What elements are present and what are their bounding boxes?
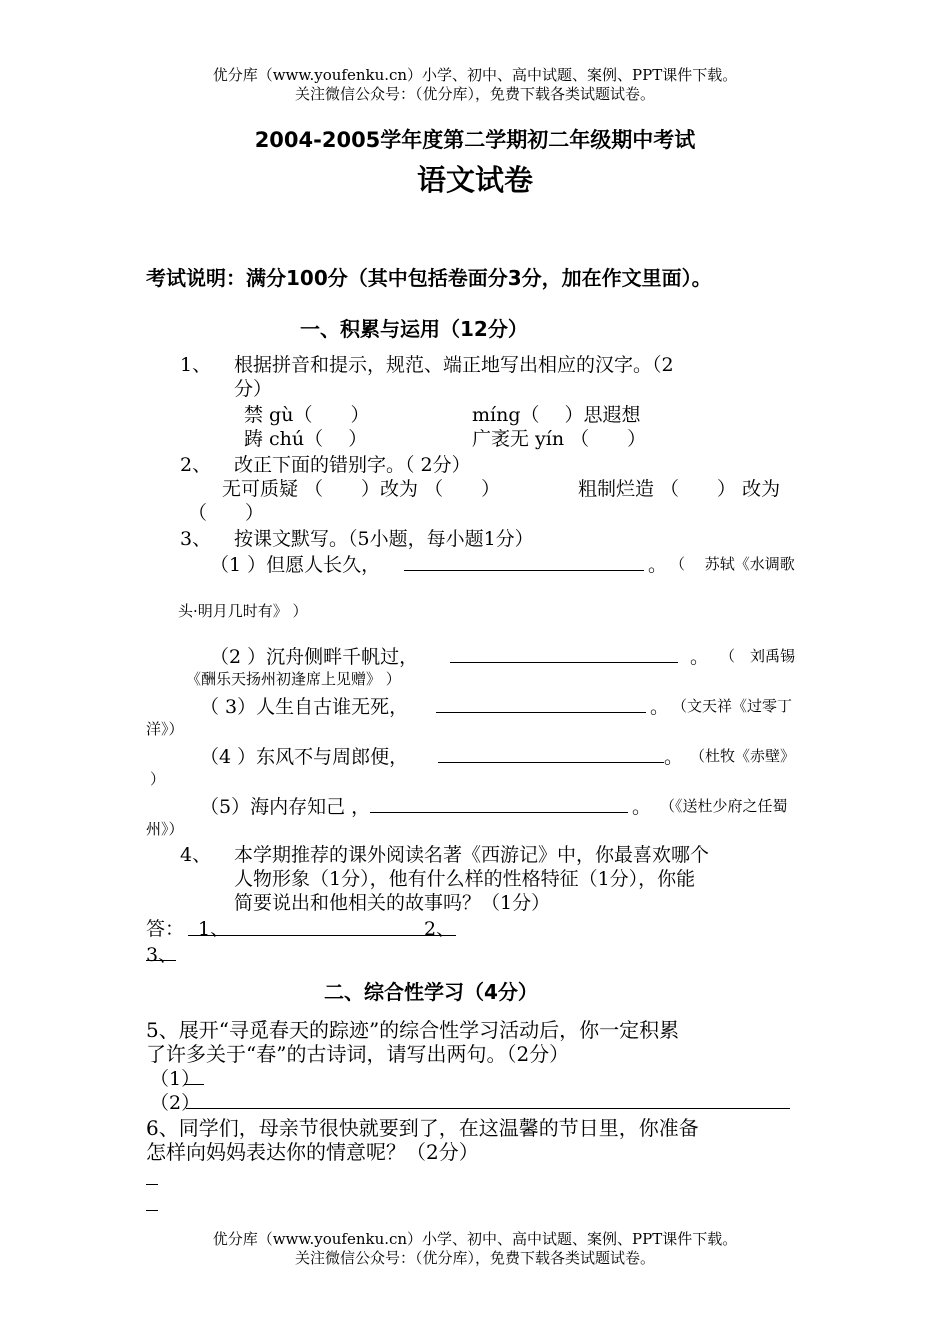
q3-p3-source: （文天祥《过零丁 (672, 697, 793, 715)
q1-item-3: 踌 chú（ ） (244, 428, 368, 450)
q5-answer-1-line[interactable] (184, 1084, 204, 1085)
q6-answer-line-2[interactable] (146, 1210, 158, 1211)
q3-p1-end: 。 (648, 554, 668, 576)
q4-answer-2: 2、 (424, 918, 456, 940)
q4-line1: 本学期推荐的课外阅读名著《西游记》中，你最喜欢哪个 (234, 844, 710, 866)
q3-p2-blank[interactable] (450, 662, 678, 663)
q3-p3: （ 3）人生自古谁无死， (200, 696, 409, 718)
subject-title: 语文试卷 (416, 163, 533, 197)
page-footer-line2: 关注微信公众号：（优分库），免费下载各类试题试卷。 (294, 1249, 655, 1267)
q4-answer-3: 3、 (146, 944, 178, 966)
q3-p2-source-cont: 《酬乐天扬州初逢席上见赠》 ） (186, 670, 401, 688)
q4-line2: 人物形象（1分），他有什么样的性格特征（1分），你能 (234, 868, 696, 890)
q5-answer-2-line[interactable] (186, 1108, 790, 1109)
q4-line3: 简要说出和他相关的故事吗？（1分） (234, 892, 551, 914)
q1-item-1: 禁 gù（ ） (244, 404, 370, 426)
q3-p5: （5）海内存知己 ， (200, 796, 371, 818)
q4-answer-label: 答： (146, 918, 185, 940)
q2-row1b: 粗制烂造 （ ） 改为 (578, 478, 781, 500)
q1-item-4: 广袤无 yín （ ） (472, 428, 647, 450)
q1-text-cont: 分） (234, 378, 273, 400)
q2-row1: 无可质疑 （ ）改为 （ ） (222, 478, 501, 500)
q5-answer-1: （1） (150, 1068, 201, 1090)
q5-answer-2: （2） (150, 1092, 201, 1114)
section1-heading: 一、积累与运用（12分） (300, 317, 528, 341)
exam-instruction: 考试说明：满分100分（其中包括卷面分3分，加在作文里面）。 (146, 266, 712, 290)
q3-p3-end: 。 (650, 696, 670, 718)
q5-line2: 了许多关于“春”的古诗词，请写出两句。（2分） (146, 1042, 570, 1066)
q4-answer-3-line[interactable] (146, 960, 176, 961)
q3-p4-source: （杜牧《赤壁》 (690, 747, 796, 765)
q3-number: 3、 (180, 528, 212, 550)
q1-text: 根据拼音和提示，规范、端正地写出相应的汉字。（2 (234, 354, 674, 376)
q3-p2: （2 ）沉舟侧畔千帆过， (210, 646, 419, 668)
q3-p2-end: 。 (690, 646, 710, 668)
q4-answer-1: 1、 (198, 918, 230, 940)
page-footer-line1: 优分库（www.youfenku.cn）小学、初中、高中试题、案例、PPT课件下载。 (212, 1230, 738, 1248)
page-header-line2: 关注微信公众号：（优分库），免费下载各类试题试卷。 (294, 85, 655, 103)
q1-number: 1、 (180, 354, 212, 376)
q3-p5-source-cont: 州》） (146, 820, 184, 838)
page-header-line1: 优分库（www.youfenku.cn）小学、初中、高中试题、案例、PPT课件下载。 (212, 66, 738, 84)
q3-p5-source: （《送杜少府之任蜀 (660, 797, 788, 815)
section2-heading: 二、综合性学习（4分） (324, 980, 538, 1004)
q4-answer-line[interactable] (188, 935, 456, 936)
q3-p3-blank[interactable] (436, 712, 646, 713)
q3-p4-source-cont: ） (150, 770, 166, 788)
q2-row2: （ ） (188, 502, 265, 524)
q4-number: 4、 (180, 844, 212, 866)
q3-p5-end: 。 (632, 796, 652, 818)
q3-text: 按课文默写。（5小题，每小题1分） (234, 528, 534, 550)
q3-p1-source-cont: 头·明月几时有》 ） (178, 602, 308, 620)
q3-p2-source: （ 刘禹锡 (720, 647, 796, 665)
q2-number: 2、 (180, 454, 212, 476)
q3-p1-blank[interactable] (404, 570, 644, 571)
q3-p4: （4 ）东风不与周郎便， (200, 746, 409, 768)
q3-p1-source: （ 苏轼《水调歌 (670, 555, 795, 573)
q5-line1: 5、展开“寻觅春天的踪迹”的综合性学习活动后，你一定积累 (146, 1018, 680, 1042)
q6-answer-line-1[interactable] (146, 1184, 158, 1185)
q3-p3-source-cont: 洋》） (146, 720, 184, 738)
exam-title: 2004-2005学年度第二学期初二年级期中考试 (254, 128, 696, 152)
q2-text: 改正下面的错别字。（ 2分） (234, 454, 471, 476)
q6-line2: 怎样向妈妈表达你的情意呢？（2分） (146, 1140, 479, 1164)
q3-p5-blank[interactable] (370, 812, 628, 813)
q1-item-2: míng（ ）思遐想 (472, 404, 641, 426)
q6-line1: 6、同学们，母亲节很快就要到了，在这温馨的节日里，你准备 (146, 1116, 699, 1140)
q3-p4-end: 。 (664, 746, 684, 768)
q3-p1: （1 ）但愿人长久， (210, 554, 381, 576)
q3-p4-blank[interactable] (438, 762, 664, 763)
